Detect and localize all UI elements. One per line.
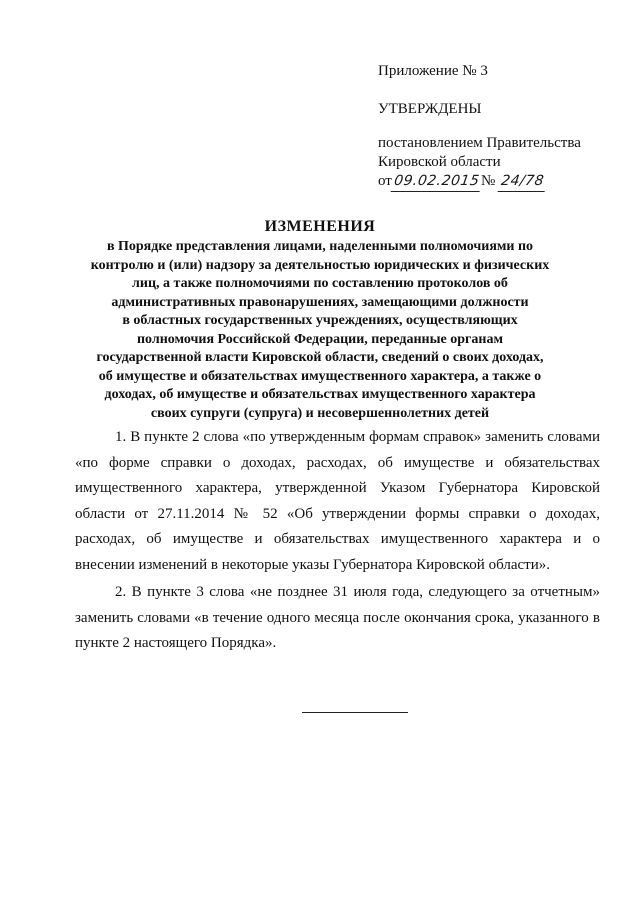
date-prefix: от bbox=[378, 173, 392, 189]
appendix-label: Приложение № 3 bbox=[378, 63, 488, 79]
subtitle-line: полномочия Российской Федерации, переданные органам bbox=[136, 331, 504, 347]
decree-line-1: постановлением Правительства bbox=[378, 135, 581, 151]
paragraph-2: 2. В пункте 3 слова «не позднее 31 июля года, следующего за отчетным» заменить словами «в течение одного месяца после окончания срока, указанного в пункте 2 настоящего Порядка». bbox=[75, 584, 600, 651]
approval-block bbox=[378, 62, 628, 192]
document-body bbox=[75, 425, 600, 657]
handwritten-number: 24/78 bbox=[498, 172, 548, 192]
subtitle-line: доходах, об имуществе и обязательствах имущественного характера bbox=[104, 387, 536, 402]
subtitle-line: контролю и (или) надзору за деятельностью юридических и физических bbox=[90, 257, 550, 273]
subtitle-line: об имуществе и обязательствах имущественного характера, а также о bbox=[98, 368, 542, 384]
document-title: ИЗМЕНЕНИЯ bbox=[264, 218, 376, 235]
decree-date-line bbox=[378, 172, 628, 192]
paragraph-1: 1. В пункте 2 слова «по утвержденным формам справок» заменить словами «по форме справки о доходах, расходах, об имуществе и обязательствах имущественного характера, утвержденной Указом Губернатора Кировской области от 27.11.2014 № 52 «Об утверждении формы справки о доходах, расходах, об имуществе и обязательствах имущественного характера и о внесении изменений в некоторые указы Губернатора Кировской области». bbox=[75, 429, 600, 573]
approved-label: УТВЕРЖДЕНЫ bbox=[378, 101, 482, 117]
end-divider bbox=[302, 712, 408, 713]
decree-line-2: Кировской области bbox=[378, 154, 501, 170]
number-sign: № bbox=[481, 173, 496, 189]
subtitle-line: своих супруги (супруга) и несовершеннолетних детей bbox=[150, 405, 490, 421]
subtitle-line: государственной власти Кировской области, сведений о своих доходах, bbox=[96, 350, 544, 365]
subtitle-line: административных правонарушениях, замещающими должности bbox=[111, 294, 529, 310]
subtitle-line: в областных государственных учреждениях, осуществляющих bbox=[122, 313, 518, 328]
handwritten-date: 09.02.2015 bbox=[390, 172, 482, 192]
subtitle-line: лиц, а также полномочиями по составлению протоколов об bbox=[132, 276, 508, 291]
subtitle-line: в Порядке представления лицами, наделенными полномочиями по bbox=[106, 239, 534, 254]
document-subtitle bbox=[70, 238, 570, 423]
